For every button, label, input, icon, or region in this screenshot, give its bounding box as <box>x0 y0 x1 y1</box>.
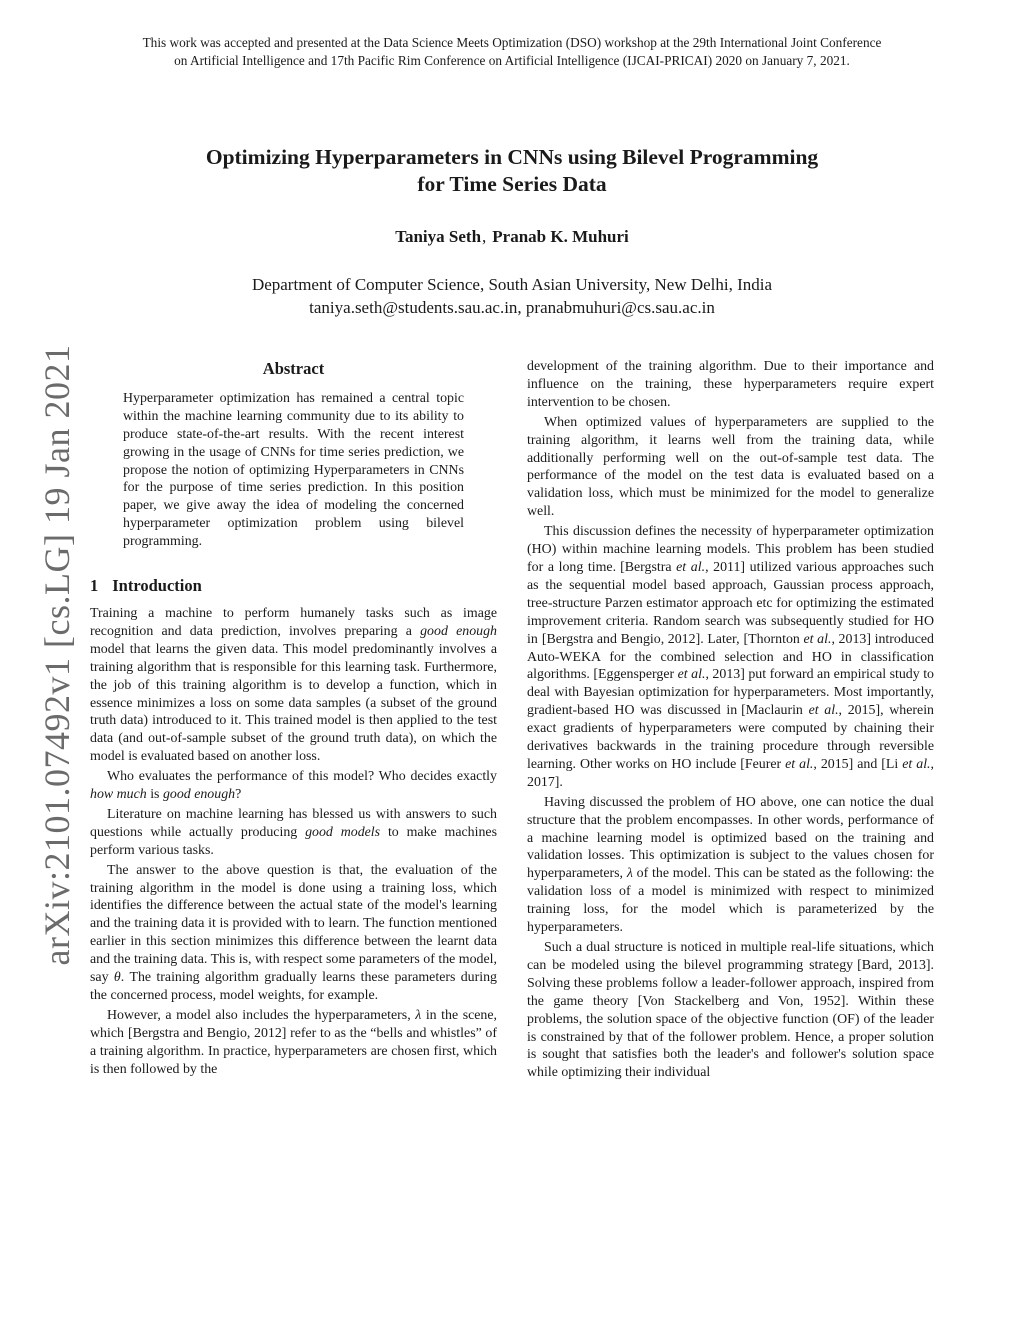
abstract-text: Hyperparameter optimization has remained a central topic within the machine learning community due to its ability to produce state-of-the-art results. With the recent interest growing in the usage of CNNs for time series prediction, we propose the notion of optimizing Hyperparameters in CNNs for the purpose of time series prediction. In this position paper, we give away the idea of modeling the concerned hyperparameter optimization problem using bilevel programming. <box>123 390 464 550</box>
affiliation <box>120 273 904 319</box>
citation-author: [Feurer <box>740 756 786 772</box>
abstract-body <box>123 390 464 551</box>
intro-paragraph-4 <box>90 862 497 1005</box>
citation-author: [Thornton <box>743 631 804 647</box>
notice-line-1: This work was accepted and presented at the Data Science Meets Optimization (DSO) workshop at the 29th International Joint Conference <box>142 35 882 50</box>
text-run: . The training algorithm gradually learns these parameters during the concerned process, model weights, for example. <box>90 970 497 1003</box>
author-separator: , <box>482 227 487 246</box>
citation-author: [Li <box>881 756 903 772</box>
citation-et-al: et al. <box>785 756 814 772</box>
department: Department of Computer Science, South Asian University, New Delhi, India <box>251 275 773 294</box>
paper-title <box>120 144 904 198</box>
citation-year: , 2013] <box>831 631 871 647</box>
text-run: to make machines perform various tasks. <box>90 824 498 858</box>
citation[interactable]: [Bergstra and Bengio, 2012] <box>541 631 701 647</box>
math-symbol: λ <box>626 866 633 882</box>
author-list <box>120 226 904 248</box>
intro-paragraph-3 <box>90 806 497 860</box>
text-run: introduced Auto-WEKA for the combined selection and HO in classification algorithms. <box>527 631 935 683</box>
section-heading-introduction <box>90 577 497 595</box>
text-run: This discussion defines the necessity of hyperparameter optimization (HO) within machine learning models. This problem has been studied for a long time. <box>527 524 934 575</box>
citation-year: , 2015] <box>838 703 881 719</box>
publication-notice <box>80 34 944 70</box>
text-run: of the model. This can be stated as the following: the validation loss of a model is minimized with respect to minimized training loss, for the model which is parameterized by the hyperparameters. <box>527 866 934 936</box>
section-title: Introduction <box>112 576 202 596</box>
text-run: . <box>559 774 563 790</box>
citation-et-al: et al. <box>902 756 931 772</box>
text-run: Training a machine to perform humanely tasks such as image recognition and data prediction, involves preparing a <box>90 605 497 639</box>
citation-year: , 2015] <box>813 756 854 772</box>
notice-line-2: on Artificial Intelligence and 17th Pacific Rim Conference on Artificial Intelligence (IJCAI-PRICAI) 2020 on January 7, 2021. <box>174 53 850 68</box>
text-run: , wherein exact gradients of hyperparameters were computed by chaining their derivatives backwards in the training procedure through reversible learning. Other works on HO include <box>527 703 934 772</box>
text-run: refer to as the “bells and whistles” of a training algorithm. In practice, hyperparameters are chosen first, which is then followed by the <box>90 1025 497 1077</box>
citation[interactable] <box>744 632 871 647</box>
right-paragraph-3 <box>527 523 934 792</box>
citation-author: [Eggensperger <box>593 667 678 683</box>
math-symbol: θ <box>113 970 121 986</box>
citation-et-al: et al. <box>677 667 706 683</box>
text-run: . Later, <box>700 631 740 647</box>
title-line-2: for Time Series Data <box>417 172 607 196</box>
text-run: Who evaluates the performance of this model? Who decides exactly <box>107 769 497 785</box>
intro-paragraph-2 <box>90 768 497 804</box>
intro-paragraph-5 <box>90 1007 497 1079</box>
text-run: Literature on machine learning has blessed us with answers to such questions while actually producing <box>90 806 497 840</box>
citation-year: , 2017] <box>527 756 935 790</box>
text-run: Such a dual structure is noticed in multiple real-life situations, which can be modeled using the bilevel programming strategy <box>527 940 934 973</box>
section-number: 1 <box>90 576 99 596</box>
right-paragraph-5 <box>527 939 934 1082</box>
citation[interactable]: [Bergstra and Bengio, 2012] <box>127 1025 287 1041</box>
citation[interactable] <box>620 560 745 575</box>
text-run: . Within these problems, the solution space of the objective function (OF) of the leader is constrained by that of the follower problem. Hence, a proper solution is sought that satisfies both the leader's and follower's solution space while optimizing their individual <box>527 993 934 1081</box>
text-run: model that learns the given data. This model predominantly involves a training algorithm that is responsible for this learning task. Furthermore, the job of this training algorithm is to develop a function, which in essence minimizes a loss on some data samples (a subset of the ground truth data) introduced to it. This trained model is then applied to the test data (and out-of-sample subset of the ground truth data), on which the model is evaluated based on another loss. <box>90 641 497 765</box>
citation-author: [Bergstra <box>620 559 677 575</box>
right-paragraph-2: When optimized values of hyperparameters are supplied to the training algorithm, it learns well from the training data, while additionally performing well on the out-of-sample test data. The performance of the model on the test data is evaluated based on a validation loss, which must be minimized for the model to generalize well. <box>527 414 934 520</box>
text-run: . Solving these problems follow a leader-follower approach, inspired from the game theory <box>527 957 935 1009</box>
text-run: Having discussed the problem of HO above, one can notice the dual structure that the problem encompasses. In other words, performance of a machine learning model is optimized based on the training and validation losses. This optimization is subject to the values chosen for hyperparameters, <box>527 794 934 882</box>
text-run: and <box>853 756 878 772</box>
author-2: Pranab K. Muhuri <box>492 227 629 246</box>
citation[interactable]: [Bard, 2013] <box>857 957 931 973</box>
math-symbol: λ <box>415 1007 422 1023</box>
right-column <box>527 358 934 1084</box>
citation-et-al: et al. <box>808 703 839 719</box>
text-run: ? <box>235 787 242 803</box>
citation-author: [Maclaurin <box>741 703 809 719</box>
citation[interactable] <box>593 667 744 682</box>
arxiv-identifier: arXiv:2101.07492v1 [cs.LG] 19 Jan 2021 <box>37 344 77 966</box>
emphasis: good enough <box>420 623 497 639</box>
citation[interactable]: [Von Stackelberg and Von, 1952] <box>637 993 846 1009</box>
text-run: utilized various approaches such as the sequential model based approach, Gaussian process approach, tree-structure Parzen estimator approach etc for optimizing the estimated improvement criteria. Random search was subsequently studied for HO in <box>527 559 934 647</box>
right-paragraph-1: development of the training algorithm. Due to their importance and influence on the training, these hyperparameters require expert intervention to be chosen. <box>527 359 934 410</box>
author-emails: taniya.seth@students.sau.ac.in, pranabmuhuri@cs.sau.ac.in <box>309 298 715 317</box>
text-run: is <box>146 787 163 803</box>
abstract-heading: Abstract <box>262 359 325 378</box>
text-run: However, a model also includes the hyperparameters, <box>107 1007 416 1023</box>
left-column <box>90 358 497 1081</box>
title-line-1: Optimizing Hyperparameters in CNNs using Bilevel Programming <box>205 145 819 169</box>
citation-year: , 2011] <box>705 559 746 575</box>
author-1: Taniya Seth <box>395 227 482 246</box>
emphasis: good enough <box>162 787 236 803</box>
emphasis: how much <box>90 787 147 803</box>
text-run: put forward an empirical study to deal with Bayesian optimization for hyperparameters. Most importantly, gradient-based HO was discussed in <box>527 667 935 719</box>
text-run: in the scene, which <box>90 1007 498 1041</box>
text-run: The answer to the above question is that, the evaluation of the training algorithm in the model is done using a training loss, which identifies the difference between the actual state of the model's learning and the training data it is provided with to learn. The function mentioned earlier in this section minimizes this difference between the learnt data and the training data. This is, with respect some parameters of the model, say <box>90 862 497 986</box>
citation[interactable] <box>741 703 880 718</box>
citation-year: , 2013] <box>705 667 745 683</box>
citation[interactable] <box>740 757 853 772</box>
right-paragraph-4 <box>527 794 934 937</box>
intro-paragraph-1 <box>90 605 497 766</box>
citation-et-al: et al. <box>803 631 832 647</box>
citation-et-al: et al. <box>676 559 706 575</box>
emphasis: good models <box>305 824 381 840</box>
